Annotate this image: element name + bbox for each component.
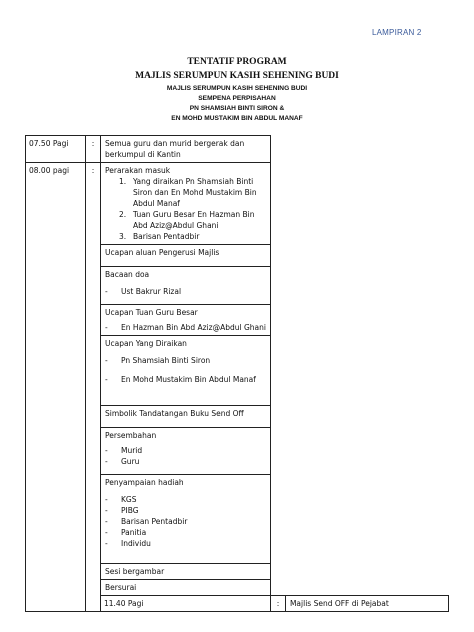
list-item: - PIBG bbox=[105, 506, 139, 515]
event-subtitle-2: SEMPENA PERPISAHAN bbox=[198, 95, 276, 102]
colon-cell: : bbox=[86, 136, 101, 163]
item-text: Yang diraikan Pn Shamsiah Binti Siron dan En Mohd Mustakim Bin Abdul Manaf bbox=[133, 177, 257, 208]
list-item: - En Mohd Mustakim Bin Abdul Manaf bbox=[105, 375, 256, 384]
item-number: 1. bbox=[119, 177, 127, 186]
colon-cell: : bbox=[86, 163, 101, 612]
list-item: - Murid bbox=[105, 446, 143, 455]
list-item: - Panitia bbox=[105, 528, 147, 537]
section-title: Ucapan Yang Diraikan bbox=[105, 339, 187, 348]
time-cell: 11.40 Pagi bbox=[101, 596, 271, 612]
refreshment-section: Bersurai bbox=[101, 580, 271, 596]
list-item: - KGS bbox=[105, 495, 137, 504]
headmaster-speech-section bbox=[101, 305, 271, 336]
list-item: - Guru bbox=[105, 457, 140, 466]
section-title: Ucapan Tuan Guru Besar bbox=[105, 308, 198, 317]
presentation-section bbox=[101, 428, 271, 475]
event-title: MAJLIS SERUMPUN KASIH SEHENING BUDI bbox=[135, 71, 339, 81]
list-item: - Barisan Pentadbir bbox=[105, 517, 188, 526]
event-subtitle-1: MAJLIS SERUMPUN KASIH SEHENING BUDI bbox=[166, 85, 308, 92]
event-subtitle-3: PN SHAMSIAH BINTI SIRON & bbox=[189, 105, 285, 112]
item-number: 3. bbox=[119, 232, 127, 241]
photo-section: Sesi bergambar bbox=[101, 564, 271, 580]
schedule-table bbox=[25, 135, 449, 612]
item-number: 2. bbox=[119, 210, 127, 219]
colon-cell: : bbox=[270, 596, 285, 612]
list-item bbox=[105, 176, 266, 209]
book-signing-section: Simbolik Tandatangan Buku Send Off bbox=[101, 406, 271, 428]
welcome-section: Ucapan aluan Pengerusi Majlis bbox=[101, 245, 271, 267]
list-item: - Individu bbox=[105, 539, 151, 548]
list-item bbox=[105, 209, 266, 231]
gift-section bbox=[101, 475, 271, 564]
arrival-section bbox=[101, 163, 271, 245]
time-cell: 08.00 pagi bbox=[26, 163, 86, 612]
section-title: Perarakan masuk bbox=[105, 166, 171, 175]
table-row bbox=[26, 136, 449, 163]
item-text: Tuan Guru Besar En Hazman Bin Abd Aziz@Abdul Ghani bbox=[133, 210, 255, 230]
event-subtitle-4: EN MOHD MUSTAKIM BIN ABDUL MANAF bbox=[171, 115, 303, 122]
item-text: Barisan Pentadbir bbox=[133, 232, 200, 241]
activity-cell: Semua guru dan murid bergerak dan berkumpul di Kantin bbox=[101, 136, 271, 163]
list-item: - En Hazman Bin Abd Aziz@Abdul Ghani bbox=[105, 323, 266, 332]
prayer-section bbox=[101, 267, 271, 305]
list-item: - Ust Bakrur Rizal bbox=[105, 287, 182, 296]
section-title: Persembahan bbox=[105, 431, 157, 440]
table-row bbox=[26, 163, 449, 245]
section-title: Penyampaian hadiah bbox=[105, 478, 184, 487]
time-cell: 07.50 Pagi bbox=[26, 136, 86, 163]
activity-cell: Majlis Send OFF di Pejabat bbox=[285, 596, 448, 612]
honoree-speech-section bbox=[101, 336, 271, 406]
appendix-label: LAMPIRAN 2 bbox=[372, 28, 422, 37]
list-item: - Pn Shamsiah Binti Siron bbox=[105, 356, 211, 365]
document-title: TENTATIF PROGRAM bbox=[187, 57, 287, 67]
list-item bbox=[105, 231, 266, 242]
section-title: Bacaan doa bbox=[105, 270, 150, 279]
